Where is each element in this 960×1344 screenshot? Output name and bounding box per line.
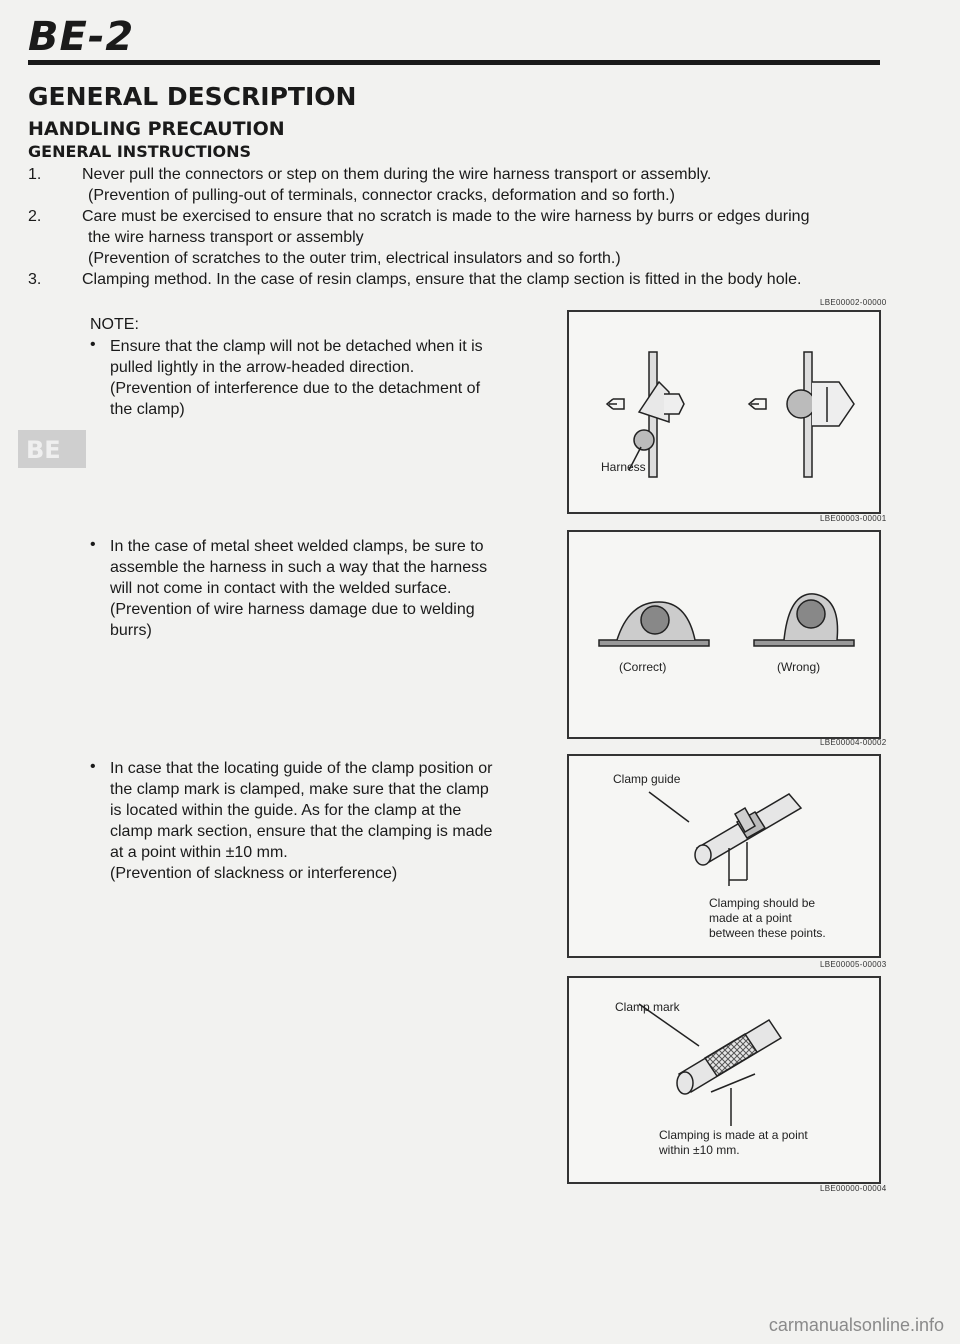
instruction-1-number: 1.	[28, 166, 42, 183]
subsection-title: GENERAL INSTRUCTIONS	[28, 142, 252, 161]
clamp-guide-caption-line-3: between these points.	[709, 926, 826, 940]
note-1-line-2: pulled lightly in the arrow-headed direction.	[110, 359, 415, 376]
clamp-mark-caption-line-1: Clamping is made at a point	[659, 1128, 808, 1142]
note-2-line-2: assemble the harness in such a way that the harness	[110, 559, 488, 576]
figure-code-2: LBE00003-00001	[820, 514, 887, 523]
note-label: NOTE:	[90, 316, 139, 333]
note-3-line-5: at a point within ±10 mm.	[110, 844, 288, 861]
note-2-bullet: •	[90, 536, 96, 553]
section-code: BE-2	[28, 14, 135, 60]
page-title: GENERAL DESCRIPTION	[28, 82, 357, 111]
instruction-2-number: 2.	[28, 208, 42, 225]
welded-clamp-drawing	[569, 532, 879, 737]
header-rule	[28, 60, 880, 65]
note-3-line-1: In case that the locating guide of the clamp position or	[110, 760, 493, 777]
figure-code-4: LBE00005-00003	[820, 960, 887, 969]
watermark-site: carmanualsonline.info	[768, 1315, 944, 1335]
correct-label: (Correct)	[619, 660, 667, 674]
section-tab-label: BE	[26, 436, 61, 464]
figure-resin-clamp	[567, 310, 881, 514]
instruction-1-line-2: (Prevention of pulling-out of terminals, connector cracks, deformation and so forth.)	[88, 187, 675, 204]
instruction-2-line-1: Care must be exercised to ensure that no scratch is made to the wire harness by burrs or edges during	[82, 208, 810, 225]
note-1-line-3: (Prevention of interference due to the detachment of	[110, 380, 481, 397]
clamp-guide-caption-line-1: Clamping should be	[709, 896, 816, 910]
figure-clamp-mark	[567, 976, 881, 1184]
section-tab	[18, 430, 86, 468]
note-1-line-1: Ensure that the clamp will not be detached when it is	[110, 338, 483, 355]
note-3-line-2: the clamp mark is clamped, make sure that the clamp	[110, 781, 489, 798]
note-2-line-5: burrs)	[110, 622, 152, 639]
clamp-mark-label: Clamp mark	[615, 1000, 680, 1014]
instruction-3-number: 3.	[28, 271, 42, 288]
instruction-3-line-1: Clamping method. In the case of resin clamps, ensure that the clamp section is fitted in the body hole.	[82, 271, 802, 288]
wrong-label: (Wrong)	[777, 660, 821, 674]
section-subtitle: HANDLING PRECAUTION	[28, 118, 285, 140]
note-3-line-4: clamp mark section, ensure that the clamping is made	[110, 823, 493, 840]
figure-clamp-guide	[567, 754, 881, 958]
clamp-guide-caption-line-2: made at a point	[709, 911, 792, 925]
note-1-line-4: the clamp)	[110, 401, 185, 418]
note-2-line-1: In the case of metal sheet welded clamps, be sure to	[110, 538, 484, 555]
note-3-line-3: is located within the guide. As for the clamp at the	[110, 802, 462, 819]
note-3-line-6: (Prevention of slackness or interference)	[110, 865, 398, 882]
clamp-mark-caption-line-2: within ±10 mm.	[659, 1143, 740, 1157]
resin-clamp-drawing	[569, 312, 879, 512]
figure-code-3: LBE00004-00002	[820, 738, 887, 747]
figure-code-1: LBE00002-00000	[820, 298, 887, 307]
note-1-bullet: •	[90, 336, 96, 353]
instruction-2-line-3: (Prevention of scratches to the outer trim, electrical insulators and so forth.)	[88, 250, 621, 267]
note-2-line-3: will not come in contact with the welded surface.	[110, 580, 452, 597]
harness-label: Harness	[601, 460, 646, 474]
figure-code-5: LBE00000-00004	[820, 1184, 887, 1193]
note-2-line-4: (Prevention of wire harness damage due to welding	[110, 601, 475, 618]
instruction-2-line-2: the wire harness transport or assembly	[88, 229, 364, 246]
note-3-bullet: •	[90, 758, 96, 775]
figure-welded-clamp	[567, 530, 881, 739]
clamp-guide-label: Clamp guide	[613, 772, 681, 786]
instruction-1-line-1: Never pull the connectors or step on them during the wire harness transport or assembly.	[82, 166, 712, 183]
